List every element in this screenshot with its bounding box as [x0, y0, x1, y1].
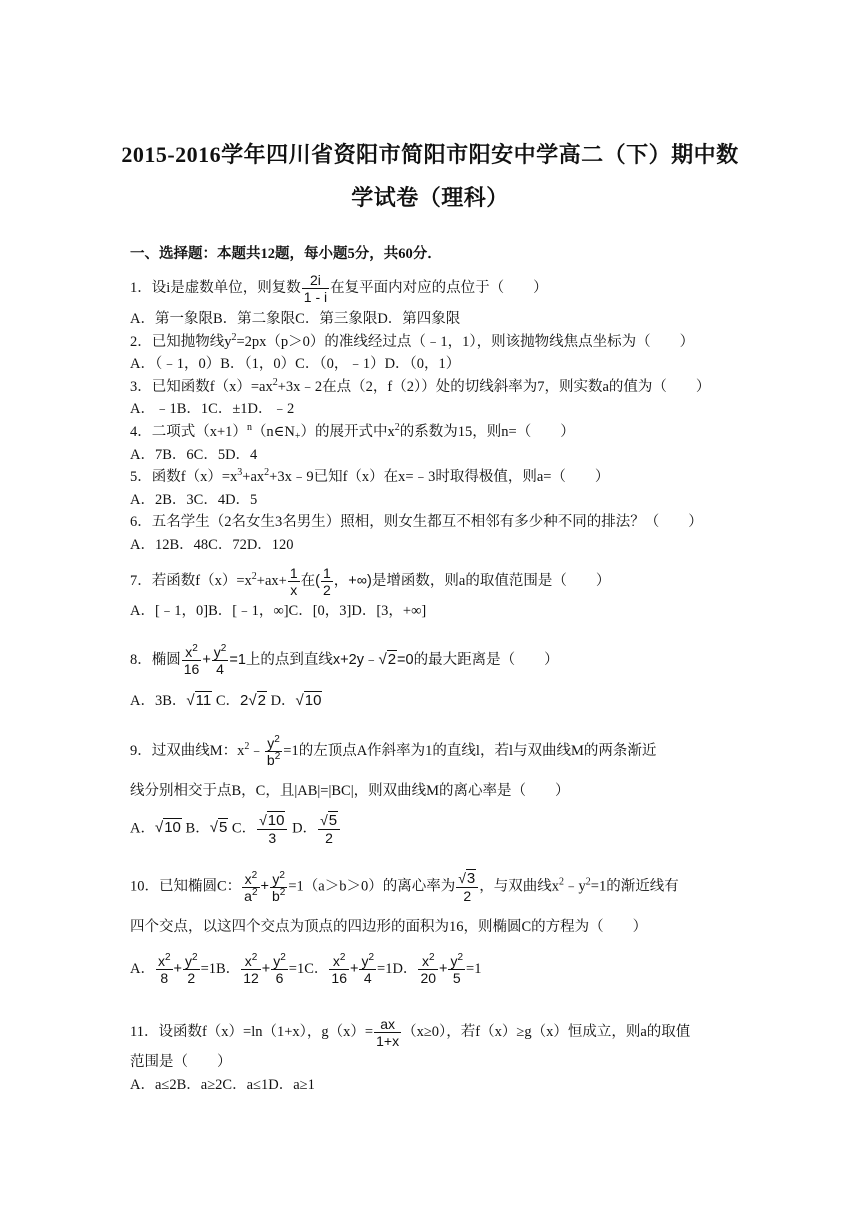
question-7: 7．若函数$f(x)=x^2+ax+$ $\frac{1}{x}$ 在( $\frac{1}{2}$ ，+∞)是增函数，则a的取值范围是（ ）: [130, 565, 611, 598]
q6-options: A．12B．48C．72D．120: [130, 537, 294, 553]
question-6: 6．五名学生（2名女生3名男生）照相，则女生都互不相邻有多少种不同的排法？（ ）: [130, 514, 703, 530]
q9-fraction: $\frac{y^2}{b^2}$: [266, 734, 281, 768]
q1-options: A．第一象限B．第二象限C．第三象限D．第四象限: [130, 311, 461, 327]
q10-options: A． $\frac{x^2}{8}$ + $\frac{y^2}{2}$ =1B． $\frac{x^2}{12}$ + $\frac{y^2}{6}$ =1C． $\frac{x^2}{16}$ + $\frac{y^2}{4}$ =1D． $\frac{x^2}{20}$ + $\frac{y^2}{5}$ =1: [130, 952, 482, 986]
q7-fraction-1-over-2: $\frac{1}{2}$: [322, 565, 331, 598]
q9-line-2: 线分别相交于点B，C，且|AB|=|BC|，则双曲线M的离心率是（ ）: [130, 783, 570, 799]
q7-fraction-1-over-x: $\frac{1}{x}$: [289, 565, 298, 598]
question-1: [130, 272, 548, 305]
q3-options: A．﹣1B．1C．±1D．﹣2: [130, 401, 295, 417]
document-title-line-2: 学试卷（理科）: [351, 185, 509, 210]
q10-eccentricity: $\frac{√3}{2}$: [456, 870, 478, 904]
document-title-line-1: 2015-2016学年四川省资阳市简阳市阳安中学高二（下）期中数: [121, 142, 739, 167]
question-8: 8．椭圆 $\frac{x^2}{16}$ + $\frac{y^2}{4}$ =1上的点到直线x+2y﹣√2=0的最大距离是（ ）: [130, 643, 559, 677]
question-5: 5．函数$f(x)=x^3+ax^2+3x﹣9$已知f（x）在x=﹣3时取得极值，则a=（ ）: [130, 467, 610, 485]
question-9: 9．过双曲线M：$x^2﹣$ $\frac{y^2}{b^2}$ =1的左顶点A作斜率为1的直线l，若l与双曲线M的两条渐近: [130, 734, 657, 768]
question-11: 11．设函数f（x）=ln（1+x），g（x）= $\frac{ax}{1+x}$ （x≥0），若f（x）≥g（x）恒成立，则a的取值: [130, 1016, 691, 1049]
q10-line-2: 四个交点，以这四个交点为顶点的四边形的面积为16，则椭圆C的方程为（ ）: [130, 919, 648, 935]
q5-options: A．2B．3C．4D．5: [130, 492, 258, 508]
question-2: 2．已知抛物线$y^2=2px(p>0)$的准线经过点（﹣1，1），则该抛物线焦点坐标为（ ）: [130, 332, 695, 350]
q8-sqrt: √2: [378, 650, 397, 668]
question-3: 3．已知函数$f(x)=ax^2+3x﹣2$在点（2，f（2））处的切线斜率为7，则实数a的值为（ ）: [130, 377, 711, 395]
q11-fraction: $\frac{ax}{1+x}$: [376, 1016, 400, 1049]
q4-options: A．7B．6C．5D．4: [130, 447, 258, 463]
q8-options: A．3B．√11 C．2√2 D．√10: [130, 692, 322, 709]
question-10: 10．已知椭圆C： $\frac{x^2}{a^2}$ + $\frac{y^2}{b^2}$ =1（a＞b＞0）的离心率为 $\frac{√3}{2}$ ，与双曲线$x^2﹣y^2=1$的渐近线有: [130, 869, 679, 904]
q1-fraction: $\frac{2i}{1 - i}$: [303, 272, 328, 305]
q11-options: A．a≤2B．a≥2C．a≤1D．a≥1: [130, 1077, 315, 1093]
q8-fraction-y2-4: $\frac{y^2}{4}$: [213, 643, 227, 677]
q1-text: 1．设i是虚数单位，则复数: [130, 279, 301, 296]
q11-line-2: 范围是（ ）: [130, 1054, 232, 1070]
q1-text-end: 在复平面内对应的点位于（ ）: [330, 279, 548, 296]
q9-options: A．√10 B．√5 C． $\frac{√10}{3}$ D． $\frac{√5}{2}$: [130, 812, 341, 846]
section-heading: 一、选择题：本题共12题，每小题5分，共60分．: [130, 246, 442, 262]
q2-options: A．（﹣1，0）B．（1，0）C．（0，﹣1）D．（0，1）: [130, 356, 461, 372]
q7-options: A．[﹣1，0]B．[﹣1，∞]C．[0，3]D．[3，+∞]: [130, 603, 427, 619]
q8-fraction-x2-16: $\frac{x^2}{16}$: [183, 643, 200, 677]
question-4: 4．二项式$(x+1)^n(n\in N_+)$的展开式中$x^2$的系数为15，则n=（ ）: [130, 422, 575, 442]
